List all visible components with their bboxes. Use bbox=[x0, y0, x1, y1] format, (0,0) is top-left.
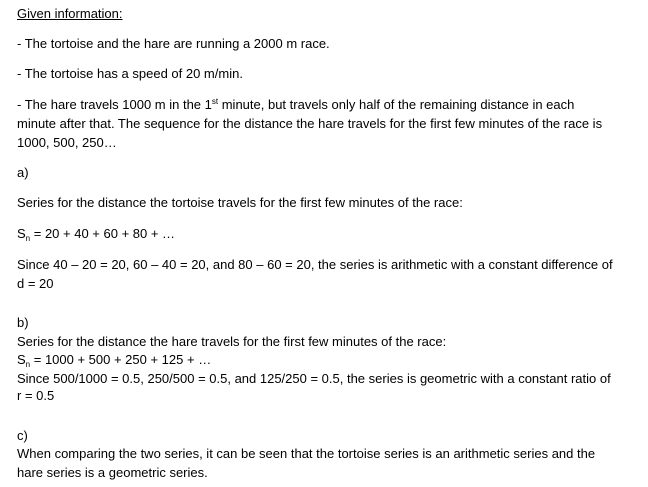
part-b-since-line1: Since 500/1000 = 0.5, 250/500 = 0.5, and 125/250 = 0.5, the series is geometric with a constant ratio of bbox=[17, 371, 611, 386]
part-c-line1: When comparing the two series, it can be seen that the tortoise series is an arithmetic series and the bbox=[17, 446, 596, 461]
series-symbol: S bbox=[17, 226, 26, 241]
part-b-since-line2: r = 0.5 bbox=[17, 388, 55, 403]
series-subscript: n bbox=[25, 360, 31, 369]
series-symbol: S bbox=[17, 352, 26, 367]
part-b-label: b) bbox=[17, 315, 29, 330]
given-tortoise-speed: - The tortoise has a speed of 20 m/min. bbox=[17, 66, 243, 81]
series-terms: = 1000 + 500 + 250 + 125 + … bbox=[30, 352, 212, 367]
given-hare-rule-line2: minute after that. The sequence for the distance the hare travels for the first few minutes of the race is bbox=[17, 116, 603, 131]
given-race-distance: - The tortoise and the hare are running a 2000 m race. bbox=[17, 36, 330, 51]
part-a-intro: Series for the distance the tortoise travels for the first few minutes of the race: bbox=[17, 195, 463, 210]
hare-rule-text-after: minute, but travels only half of the remaining distance in each bbox=[218, 97, 575, 112]
part-a-label: a) bbox=[17, 165, 29, 180]
part-a-since-line2: d = 20 bbox=[17, 276, 54, 291]
part-c-label: c) bbox=[17, 428, 28, 443]
part-b-intro: Series for the distance the hare travels for the first few minutes of the race: bbox=[17, 334, 447, 349]
given-hare-rule-line3: 1000, 500, 250… bbox=[17, 135, 117, 150]
part-a-since-line1: Since 40 – 20 = 20, 60 – 40 = 20, and 80 – 60 = 20, the series is arithmetic with a constant difference of bbox=[17, 257, 613, 272]
series-subscript: n bbox=[25, 234, 31, 243]
hare-rule-text-before: - The hare travels 1000 m in the 1 bbox=[17, 97, 212, 112]
ordinal-superscript: st bbox=[211, 97, 219, 106]
part-b-series bbox=[17, 351, 211, 371]
given-information-heading: Given information: bbox=[17, 6, 123, 21]
series-terms: = 20 + 40 + 60 + 80 + … bbox=[30, 226, 176, 241]
part-a-series bbox=[17, 225, 175, 245]
part-c-line2: hare series is a geometric series. bbox=[17, 465, 208, 480]
given-hare-rule-line1 bbox=[17, 96, 574, 114]
